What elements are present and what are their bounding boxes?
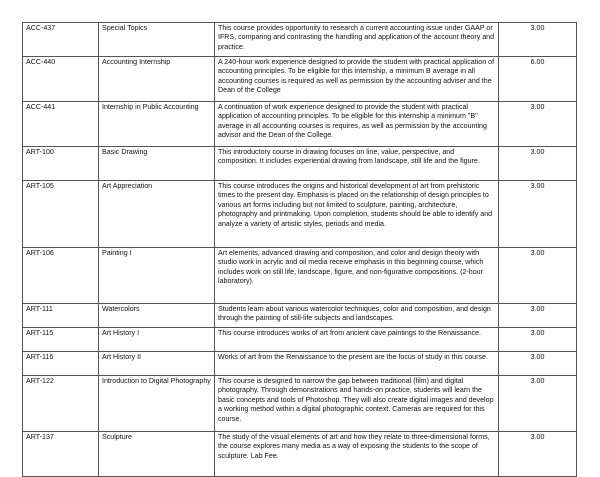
course-title-cell: Special Topics bbox=[99, 23, 215, 57]
course-title-cell: Art Appreciation bbox=[99, 181, 215, 248]
course-code-cell: ART-106 bbox=[23, 248, 99, 304]
course-title-cell: Internship in Public Accounting bbox=[99, 102, 215, 147]
course-code-cell: ACC-441 bbox=[23, 102, 99, 147]
course-description-cell: A continuation of work experience designed to provide the student with practical application of accounting principles. To be eligible for this internship a minimum "B" average in all accounting courses is requires, as well as permission by the accounting advisor and the Dean of the College. bbox=[215, 102, 499, 147]
course-description-cell: The study of the visual elements of art and how they relate to three-dimensional forms, the course explores many media as a way of exposing the students to the scope of sculpture. Lab Fee. bbox=[215, 432, 499, 477]
course-description-cell: This introductory course in drawing focuses on line, value, perspective, and composition. It includes experiential drawing from landscape, still life and the figure. bbox=[215, 147, 499, 181]
table-row bbox=[23, 57, 577, 102]
course-description-cell: Students learn about various watercolor techniques, color and composition, and design through the painting of still-life subjects and landscapes. bbox=[215, 304, 499, 328]
course-title-cell: Basic Drawing bbox=[99, 147, 215, 181]
course-description-cell: This course introduces works of art from ancient cave paintings to the Renaissance. bbox=[215, 328, 499, 352]
course-description-cell: Works of art from the Renaissance to the present are the focus of study in this course. bbox=[215, 352, 499, 376]
table-row bbox=[23, 304, 577, 328]
course-table bbox=[22, 22, 577, 477]
table-row bbox=[23, 102, 577, 147]
course-credits-cell: 3.00 bbox=[499, 23, 577, 57]
table-row bbox=[23, 432, 577, 477]
course-title-cell: Art History II bbox=[99, 352, 215, 376]
table-row bbox=[23, 352, 577, 376]
course-credits-cell: 3.00 bbox=[499, 376, 577, 432]
course-code-cell: ART-116 bbox=[23, 352, 99, 376]
course-credits-cell: 3.00 bbox=[499, 304, 577, 328]
table-row bbox=[23, 376, 577, 432]
course-code-cell: ART-115 bbox=[23, 328, 99, 352]
course-code-cell: ART-137 bbox=[23, 432, 99, 477]
course-title-cell: Painting I bbox=[99, 248, 215, 304]
course-code-cell: ACC-437 bbox=[23, 23, 99, 57]
course-code-cell: ACC-440 bbox=[23, 57, 99, 102]
table-row bbox=[23, 147, 577, 181]
course-description-cell: This course introduces the origins and historical development of art from prehistoric times to the present day. Emphasis is placed on the relationship of design principles to various art forms including but not limited to sculpture, painting, architecture, photography and printmaking. Upon completion, students should be able to identify and analyze a variety of artistic styles, periods and media. bbox=[215, 181, 499, 248]
course-code-cell: ART-111 bbox=[23, 304, 99, 328]
course-table-body bbox=[23, 23, 577, 477]
table-row bbox=[23, 23, 577, 57]
table-row bbox=[23, 181, 577, 248]
course-title-cell: Introduction to Digital Photography bbox=[99, 376, 215, 432]
course-credits-cell: 3.00 bbox=[499, 248, 577, 304]
course-title-cell: Watercolors bbox=[99, 304, 215, 328]
course-credits-cell: 3.00 bbox=[499, 352, 577, 376]
table-row bbox=[23, 328, 577, 352]
course-code-cell: ART-100 bbox=[23, 147, 99, 181]
course-code-cell: ART-105 bbox=[23, 181, 99, 248]
course-credits-cell: 3.00 bbox=[499, 328, 577, 352]
course-description-cell: This course is designed to narrow the gap between traditional (film) and digital photography. Through demonstrations and hands-on practice, students will learn the basic concepts and tools of Photoshop. They will also create digital images and develop a working method within a digital photographic context. Cameras are required for this course. bbox=[215, 376, 499, 432]
course-description-cell: Art elements, advanced drawing and composition, and color and design theory with studio work in acrylic and oil media receive emphasis in this beginning course, which includes work on still life, landscape, figure, and non-figurative compositions. (2-hour laboratory). bbox=[215, 248, 499, 304]
course-title-cell: Art History I bbox=[99, 328, 215, 352]
course-credits-cell: 3.00 bbox=[499, 147, 577, 181]
course-description-cell: A 240-hour work experience designed to provide the student with practical application of accounting principles. To be eligible for this internship, a minimum B average in all accounting courses is required as well as permission by the accounting adviser and the Dean of the College bbox=[215, 57, 499, 102]
table-row bbox=[23, 248, 577, 304]
course-credits-cell: 6.00 bbox=[499, 57, 577, 102]
course-credits-cell: 3.00 bbox=[499, 181, 577, 248]
course-credits-cell: 3.00 bbox=[499, 102, 577, 147]
course-title-cell: Sculpture bbox=[99, 432, 215, 477]
course-credits-cell: 3.00 bbox=[499, 432, 577, 477]
course-description-cell: This course provides opportunity to research a current accounting issue under GAAP or IFRS, comparing and contrasting the handling and application of the account theory and practice. bbox=[215, 23, 499, 57]
course-title-cell: Accounting Internship bbox=[99, 57, 215, 102]
course-code-cell: ART-122 bbox=[23, 376, 99, 432]
